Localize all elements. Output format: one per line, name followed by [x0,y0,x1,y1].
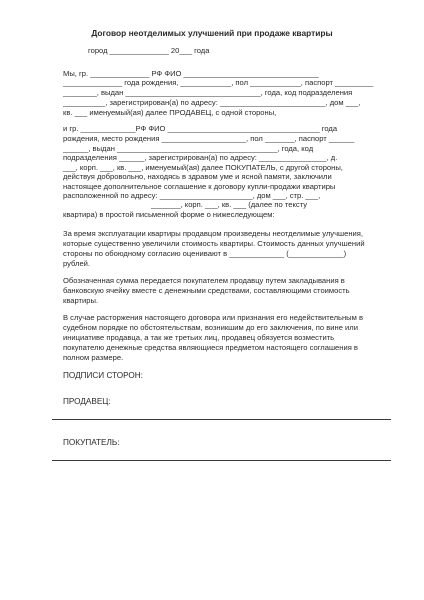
paragraph-termination: покупателю денежные средства являющиеся предметом настоящего соглашения в [63,343,358,352]
paragraph-termination: В случае расторжения настоящего договора или признания его недействительным в [63,313,364,322]
buyer-line: квартира) в простой письменной форме о нижеследующем: [63,210,275,219]
buyer-line: расположенной по адресу: ______________________, дом ___, стр. ___, [63,191,321,200]
buyer-line: ______, выдан ______________________________________, года, код [63,144,314,153]
paragraph-improvements: которые существенно увеличили стоимость квартиры. Стоимость данных улучшений [63,239,365,248]
paragraph-termination: полном размере. [63,353,124,362]
buyer-signature-line [52,460,391,461]
paragraph-payment: банковскую ячейку вместе с денежными средствами, составляющими стоимость [63,286,350,295]
seller-signature-label: ПРОДАВЕЦ: [63,397,111,406]
paragraph-improvements: стороны по обоюдному согласию оценивают в _____________ (_____________) [63,249,347,258]
paragraph-improvements: За время эксплуатации квартиры продавцом произведены неотделимые улучшения, [63,229,364,238]
buyer-line: подразделения ______, зарегистрирован(а) по адресу: ________________, д. [63,153,338,162]
buyer-line: ___, корп. ___, кв. ___, именуемый(ая) далее ПОКУПАТЕЛЬ, с другой стороны, [63,163,343,172]
seller-line: Мы, гр. ______________ РФ ФИО ________________________________ [63,69,319,78]
seller-line: ________, выдан ________________________________, года, код подразделения [63,88,353,97]
buyer-line: _______, корп. ___, кв. ___ (далее по тексту [151,200,308,209]
paragraph-improvements: рублей. [63,259,91,268]
document-title: Договор неотделимых улучшений при продаже квартиры [91,28,333,38]
paragraph-payment: квартиры. [63,296,99,305]
seller-line: __________, зарегистрирован(а) по адресу: _________________________, дом ___, [63,98,361,107]
paragraph-payment: Обозначенная сумма передается покупателем продавцу путем закладывания в [63,276,345,285]
city-date-line: город ______________ 20___ года [88,46,210,55]
seller-line: кв. ___ именуемый(ая) далее ПРОДАВЕЦ, с одной стороны, [63,108,277,117]
buyer-signature-label: ПОКУПАТЕЛЬ: [63,438,120,447]
buyer-line: и гр. _____________РФ ФИО ____________________________________ года [63,124,338,133]
buyer-line: настоящее дополнительное соглашение к договору купли-продажи квартиры [63,182,336,191]
paragraph-termination: инициативе продавца, а так же третьих лиц, продавец обязуется возместить [63,333,335,342]
signatures-heading: ПОДПИСИ СТОРОН: [63,371,143,380]
buyer-line: действуя добровольно, находясь в здравом уме и ясной памяти, заключили [63,172,332,181]
seller-signature-line [52,419,391,420]
paragraph-termination: судебном порядке по обстоятельствам, возникшим до его заключения, по вине или [63,323,358,332]
buyer-line: рождения, место рождения ____________________, пол _______, паспорт ______ [63,134,355,143]
seller-line: ______________ года рождения, ____________, пол ____________, паспорт _________ [63,78,374,87]
